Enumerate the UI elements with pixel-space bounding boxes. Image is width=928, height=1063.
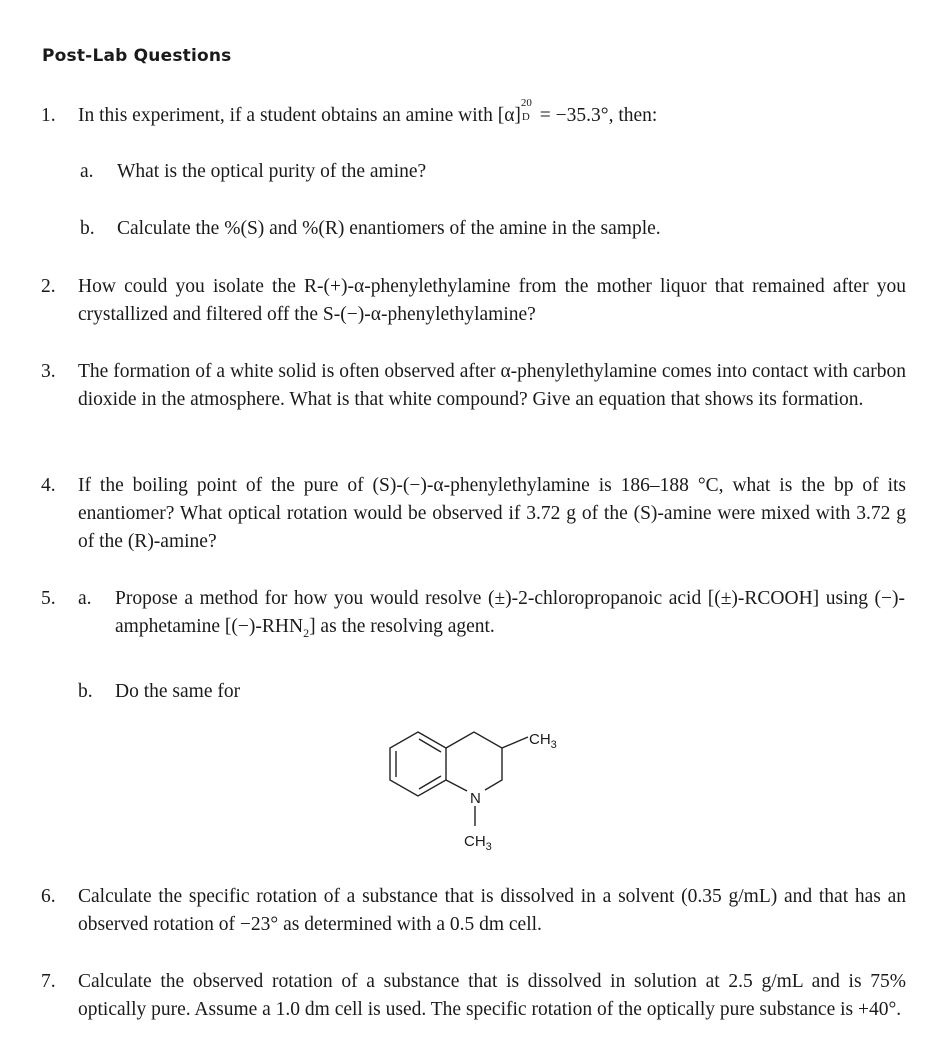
part-label: b. [80, 218, 95, 239]
alpha-subscript: D [521, 111, 530, 123]
subscript: 3 [485, 841, 492, 853]
part-text: Do the same for [115, 681, 241, 702]
question-number: 6. [41, 886, 56, 907]
question-number: 3. [41, 361, 56, 382]
question-text: Calculate the observed rotation of a substance that is dissolved in solution at 2.5 g/mL and is 75% optically pure. Assume a 1.0 dm cell is used. The specific rotation of the optically pure substance is +40°. [78, 971, 906, 1020]
subscript: 2 [303, 625, 310, 640]
question-text: In this experiment, if a student obtains an amine with [α] 20 D = −35.3°, then: [78, 97, 658, 126]
alpha-superscript: 20 [520, 97, 532, 109]
question-number: 1. [41, 105, 56, 126]
ch3-label-bottom: $CH_3$ [464, 833, 492, 853]
part-text: Propose a method for how you would resolve (±)-2-chloropropanoic acid [(±)-RCOOH] using (−)-amphetamine $[(-)-RHN_2]$ as the resolving agent. [115, 588, 905, 640]
part-text: What is the optical purity of the amine? [117, 161, 427, 182]
tetrahydroquinoline-structure [386, 722, 586, 857]
ch3-label-top: $CH_3$ [529, 731, 557, 751]
part-text: Calculate the %(S) and %(R) enantiomers of the amine in the sample. [117, 218, 661, 239]
question-number: 7. [41, 971, 56, 992]
part-label: b. [78, 681, 93, 702]
n-label: N [470, 790, 481, 807]
question-number: 2. [41, 276, 56, 297]
question-text: How could you isolate the R-(+)-α-phenylethylamine from the mother liquor that remained after you crystallized and filtered off the S-(−)-α-phenylethylamine? [78, 276, 906, 325]
section-heading: Post-Lab Questions [42, 46, 232, 66]
part-label: a. [80, 161, 94, 182]
question-text: Calculate the specific rotation of a substance that is dissolved in a solvent (0.35 g/mL) and that has an observed rotation of −23° as determined with a 0.5 dm cell. [78, 886, 906, 935]
subscript: 3 [550, 739, 557, 751]
question-number: 5. [41, 588, 56, 609]
question-text: The formation of a white solid is often observed after α-phenylethylamine comes into contact with carbon dioxide in the atmosphere. What is that white compound? Give an equation that shows its formation. [78, 361, 906, 410]
question-number: 4. [41, 475, 56, 496]
question-text: If the boiling point of the pure of (S)-(−)-α-phenylethylamine is 186–188 °C, what is the bp of its enantiomer? What optical rotation would be observed if 3.72 g of the (S)-amine were mixed with 3.72 g of the (R)-amine? [78, 475, 906, 552]
molecule-bonds [390, 732, 528, 826]
part-label: a. [78, 588, 92, 609]
